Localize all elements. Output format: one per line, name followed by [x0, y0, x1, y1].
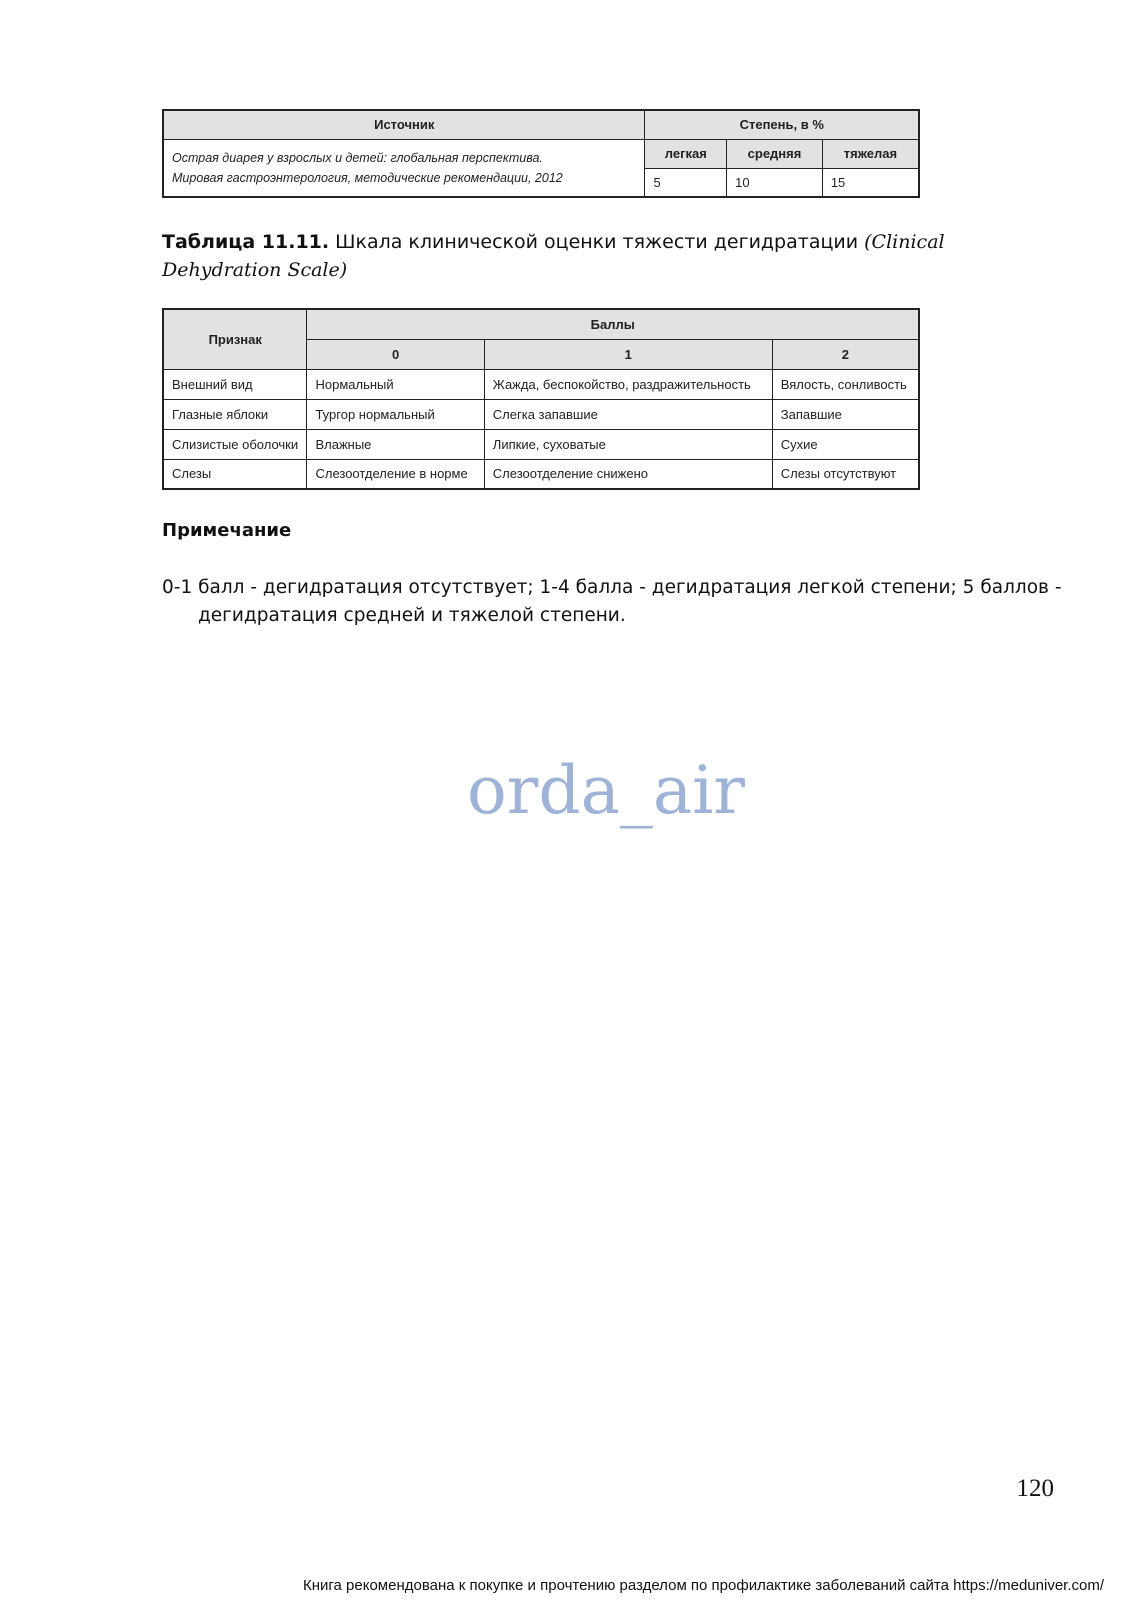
score-header-0: 0: [307, 339, 484, 369]
caption-italic: (Clinical Dehydration Scale): [162, 231, 945, 281]
note-title: Примечание: [162, 520, 292, 541]
degree-source-table: [162, 109, 920, 198]
caption-text: Шкала клинической оценки тяжести дегидратации: [329, 231, 865, 253]
table-row: [163, 399, 919, 429]
row-score-1: Слезоотделение снижено: [484, 459, 772, 489]
page-number: 120: [1016, 1475, 1054, 1502]
row-score-1: Жажда, беспокойство, раздражительность: [484, 369, 772, 399]
row-score-2: Запавшие: [772, 399, 919, 429]
note-text: 0-1 балл - дегидратация отсутствует; 1-4 балла - дегидратация легкой степени; 5 баллов - дегидратация средней и тяжелой степени.: [162, 577, 1062, 626]
header-degree: Степень, в %: [645, 110, 919, 139]
table-row: [163, 369, 919, 399]
row-score-1: Липкие, суховатые: [484, 429, 772, 459]
row-score-1: Слегка запавшие: [484, 399, 772, 429]
row-sign: Внешний вид: [163, 369, 307, 399]
degree-severe: тяжелая: [822, 139, 919, 168]
row-score-0: Слезоотделение в норме: [307, 459, 484, 489]
value-moderate: 10: [727, 168, 823, 197]
score-header-2: 2: [772, 339, 919, 369]
table-caption: [162, 228, 1042, 284]
source-line-2: Мировая гастроэнтерология, методические рекомендации, 2012: [172, 170, 563, 185]
caption-label: Таблица 11.11.: [162, 231, 330, 253]
row-score-0: Нормальный: [307, 369, 484, 399]
table-row: [163, 429, 919, 459]
row-score-0: Влажные: [307, 429, 484, 459]
row-score-0: Тургор нормальный: [307, 399, 484, 429]
header-points: Баллы: [307, 309, 919, 339]
row-sign: Слезы: [163, 459, 307, 489]
row-score-2: Слезы отсутствуют: [772, 459, 919, 489]
score-header-1: 1: [484, 339, 772, 369]
value-severe: 15: [822, 168, 919, 197]
value-mild: 5: [645, 168, 727, 197]
row-sign: Глазные яблоки: [163, 399, 307, 429]
row-sign: Слизистые оболочки: [163, 429, 307, 459]
header-source: Источник: [163, 110, 645, 139]
source-cell: [163, 139, 645, 197]
dehydration-scale-table: [162, 308, 920, 490]
degree-mild: легкая: [645, 139, 727, 168]
footer-link-text: Книга рекомендована к покупке и прочтению разделом по профилактике заболеваний сайта https://meduniver.com/: [302, 1577, 1104, 1594]
watermark: orda_air: [467, 752, 745, 829]
degree-moderate: средняя: [727, 139, 823, 168]
row-score-2: Вялость, сонливость: [772, 369, 919, 399]
table-row: [163, 459, 919, 489]
source-line-1: Острая диарея у взрослых и детей: глобальная перспектива.: [172, 150, 543, 165]
row-score-2: Сухие: [772, 429, 919, 459]
header-sign: Признак: [163, 309, 307, 369]
